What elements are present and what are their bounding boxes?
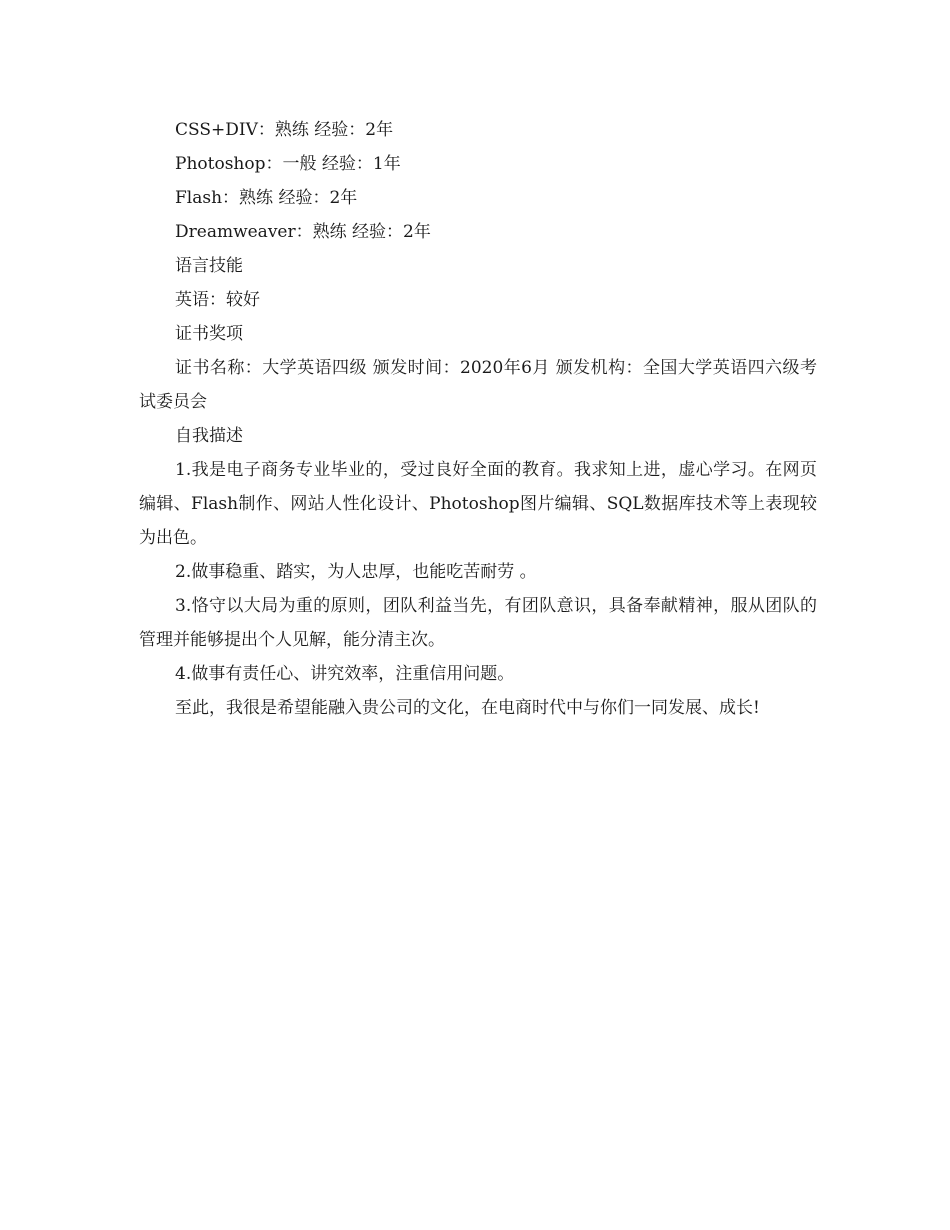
section-heading-certificates: 证书奖项	[175, 324, 243, 344]
section-heading-language-skills: 语言技能	[175, 256, 243, 276]
skill-css-div: CSS+DIV：熟练 经验：2年	[175, 120, 394, 140]
skill-photoshop: Photoshop：一般 经验：1年	[175, 154, 401, 174]
closing-statement: 至此，我很是希望能融入贵公司的文化，在电商时代中与你们一同发展、成长!	[175, 698, 760, 718]
self-description-item-4: 4.做事有责任心、讲究效率，注重信用问题。	[175, 664, 515, 684]
document-body	[139, 113, 817, 725]
skill-dreamweaver: Dreamweaver：熟练 经验：2年	[175, 222, 431, 242]
certificate-cet4: 证书名称：大学英语四级 颁发时间：2020年6月 颁发机构：全国大学英语四六级考试委员会	[139, 358, 817, 412]
skill-flash: Flash：熟练 经验：2年	[175, 188, 358, 208]
self-description-item-3: 3.恪守以大局为重的原则，团队利益当先，有团队意识，具备奉献精神，服从团队的管理并能够提出个人见解，能分清主次。	[139, 596, 817, 650]
section-heading-self-description: 自我描述	[175, 426, 243, 446]
language-english: 英语：较好	[175, 290, 260, 310]
self-description-item-1: 1.我是电子商务专业毕业的，受过良好全面的教育。我求知上进，虚心学习。在网页编辑、Flash制作、网站人性化设计、Photoshop图片编辑、SQL数据库技术等上表现较为出色。	[139, 460, 817, 548]
self-description-item-2: 2.做事稳重、踏实，为人忠厚，也能吃苦耐劳 。	[175, 562, 537, 582]
